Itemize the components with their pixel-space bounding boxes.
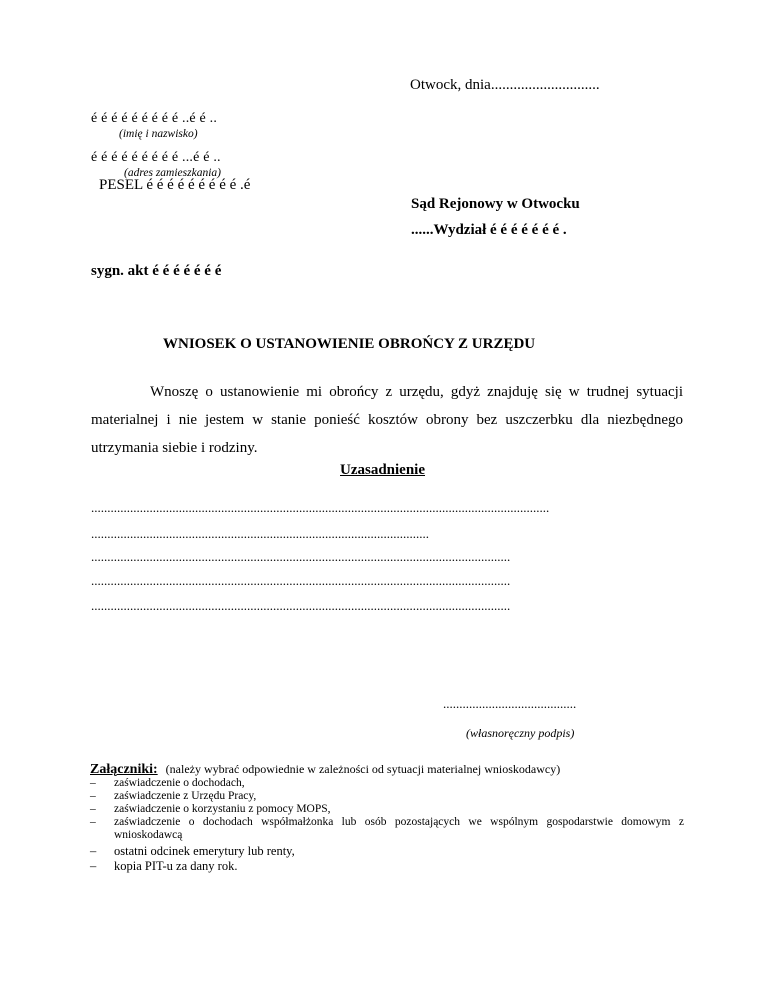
court-division: ......Wydział é é é é é é é . [411,222,567,238]
justification-heading: Uzasadnienie [340,462,426,478]
attachments-header [90,760,560,778]
list-item: – zaświadczenie o dochodach współmałżonka lub osób pozostających we wspólnym gospodarstwie domowym z wnioskodawcą [90,816,684,841]
court-name: Sąd Rejonowy w Otwocku [411,196,580,212]
case-number: sygn. akt é é é é é é é [91,263,222,279]
name-field: é é é é é é é é é ..é é .. [91,111,218,126]
signature-caption: (własnoręczny podpis) [466,726,575,740]
document-title: WNIOSEK O USTANOWIENIE OBROŃCY Z URZĘDU [163,336,536,352]
body-line-1: Wnoszę o ustanowienie mi obrońcy z urzędu, gdyż znajduję się w trudnej sytuacji [150,384,683,400]
body-line-3: utrzymania siebie i rodziny. [91,440,258,456]
justification-line: ................................................................................................................................. [91,549,511,564]
place-date-field: Otwock, dnia............................. [410,77,600,93]
justification-line: ........................................................................................................ [91,526,429,541]
attachments-heading: Załączniki: [90,762,158,777]
address-caption: (adres zamieszkania) [124,167,221,179]
justification-line: ................................................................................................................................. [91,573,511,588]
address-field: é é é é é é é é é ...é é .. [91,150,221,165]
body-line-2: materialnej i nie jestem w stanie ponieść kosztów obrony bez uszczerbku dla niezbędnego [91,412,683,428]
signature-line: ......................................... [443,696,577,711]
justification-line: ............................................................................................................................................. [91,500,550,515]
name-caption: (imię i nazwisko) [119,128,198,140]
list-item: – kopia PIT-u za dany rok. [90,859,238,873]
list-item: – zaświadczenie o dochodach, [90,777,245,789]
pesel-field: PESEL é é é é é é é é é .é [99,177,251,193]
list-item: – ostatni odcinek emerytury lub renty, [90,844,295,858]
attachments-list [90,777,684,874]
attachments-note: (należy wybrać odpowiednie w zależności od sytuacji materialnej wnioskodawcy) [165,762,561,776]
list-item: – zaświadczenie z Urzędu Pracy, [90,790,257,802]
justification-line: ................................................................................................................................. [91,598,511,613]
list-item: – zaświadczenie o korzystaniu z pomocy MOPS, [90,803,331,815]
